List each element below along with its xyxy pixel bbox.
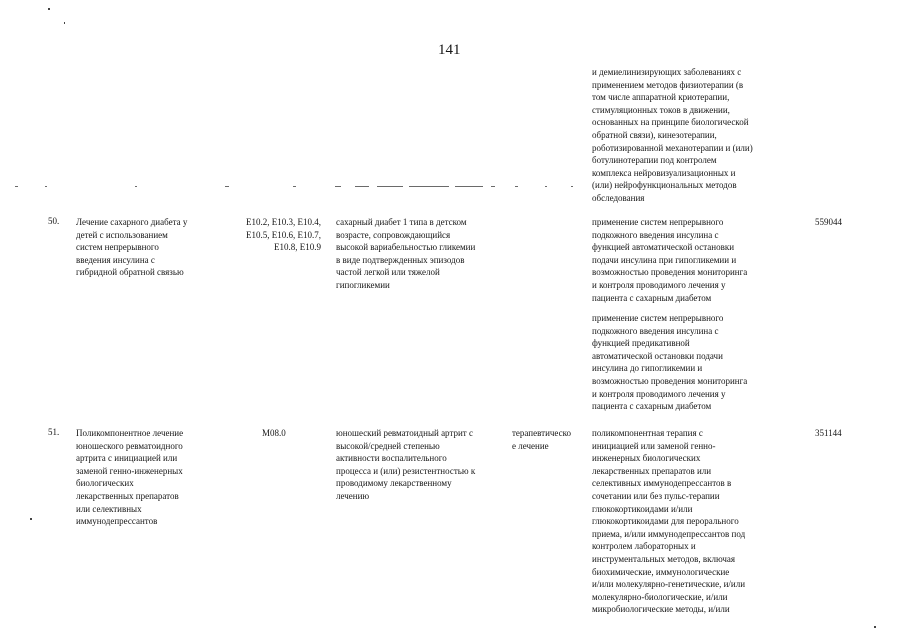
row-patient-model: юношеский ревматоидный артрит с высокой/средней степенью активности воспалительного процесса и (или) резистентностью к проводимому лекарственному лечению	[336, 428, 476, 501]
page-number: 141	[438, 42, 461, 58]
row-title: Лечение сахарного диабета у детей с использованием систем непрерывного введения инсулина с гибридной обратной связью	[76, 217, 188, 278]
row-number: 50.	[48, 216, 60, 226]
row-title: Поликомпонентное лечение юношеского ревматоидного артрита с инициацией или заменой генно-инженерных биологических лекарственных препаратов или селективных иммунодепрессантов	[76, 428, 184, 527]
row-treatment-method: применение систем непрерывного подкожного введения инсулина с функцией автоматической остановки подачи инсулина при гипогликемии и возможностью проведения мониторинга и контроля проводимого лечения у пациента с сахарным диабетом	[592, 217, 748, 303]
scan-speck	[48, 8, 50, 10]
continuation-method-text: и демиелинизирующих заболеваниях с применением методов физиотерапии (в том числе аппаратной криотерапии, стимуляционных токов в движении, основанных на принципе биологической обратной связи), кинезотерапии, роботизированной механотерапии и (или) ботулинотерапии под контролем комплекса нейровизуализационных и (или) нейрофункциональных методов обследования	[592, 67, 753, 203]
scan-speck	[30, 518, 32, 520]
row-treatment-method: поликомпонентная терапия с инициацией или заменой генно- инженерных биологических лекарственных препаратов или селективных иммунодепрессантов в сочетании или без пульс-терапии глюкокортикоидами и/или глюкокортикоидами для перорального приема, и/или иммунодепрессантов под контролем лабораторных и инструментальных методов, включая биохимические, иммунологические и/или молекулярно-генетические, и/или молекулярно-биологические, и/или микробиологические методы, и/или	[592, 428, 746, 615]
row-cost: 351144	[815, 428, 842, 438]
scan-speck	[64, 22, 65, 24]
row-number: 51.	[48, 427, 60, 437]
row-icd-codes: E10.2, E10.3, E10.4, E10.5, E10.6, E10.7, E10.8, E10.9	[246, 217, 321, 253]
row-patient-model: сахарный диабет 1 типа в детском возрасте, сопровождающийся высокой вариабельностью гликемии в виде подтвержденных эпизодов частой легкой или тяжелой гипогликемии	[336, 217, 476, 290]
row-treatment-method-alt: применение систем непрерывного подкожного введения инсулина с функцией предикативной автоматической остановки подачи инсулина до гипогликемии и возможностью проведения мониторинга и контроля проводимого лечения у пациента с сахарным диабетом	[592, 313, 748, 412]
row-cost: 559044	[815, 217, 842, 227]
row-treatment-type: терапевтическо е лечение	[512, 428, 572, 451]
scan-dotted-line	[15, 184, 575, 190]
row-icd-codes: M08.0	[262, 428, 286, 438]
scan-speck	[874, 626, 876, 628]
